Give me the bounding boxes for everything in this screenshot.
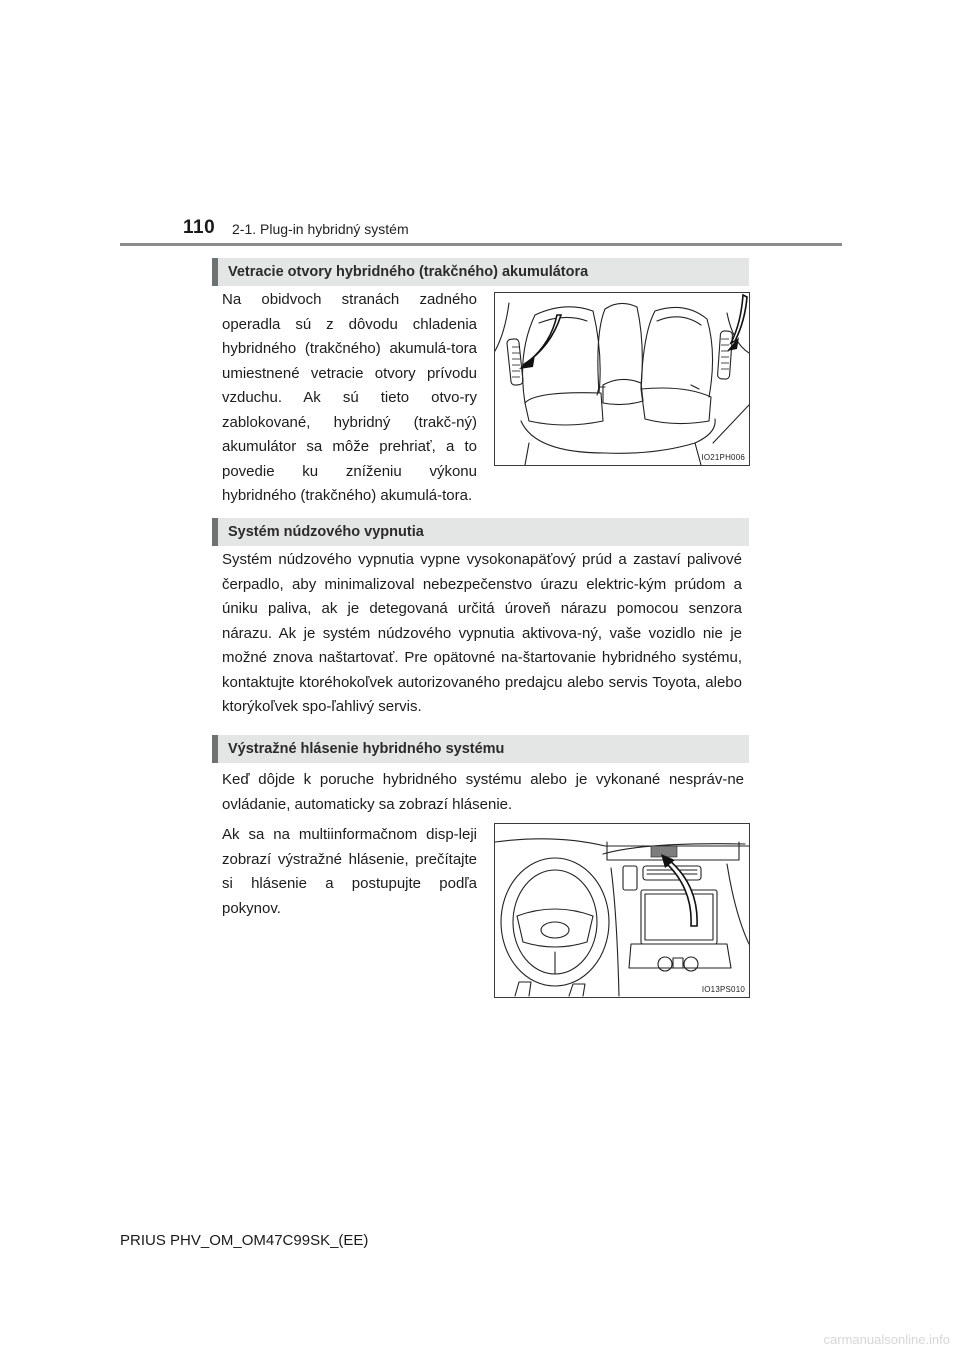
heading-warning-message: Výstražné hlásenie hybridného systému <box>212 735 749 763</box>
dashboard-display-figure <box>494 823 750 998</box>
section-header: 2-1. Plug-in hybridný systém <box>232 221 409 237</box>
watermark: carmanualsonline.info <box>823 1332 950 1347</box>
rear-seat-vents-figure <box>494 292 750 466</box>
figure-code: IO13PS010 <box>701 985 745 994</box>
page-number: 110 <box>183 217 216 238</box>
warning-message-text: Keď dôjde k poruche hybridného systému alebo je vykonané nespráv-ne ovládanie, automaticky sa zobrazí hlásenie. <box>222 771 744 813</box>
document-code: PRIUS PHV_OM_OM47C99SK_(EE) <box>120 1232 369 1249</box>
header-divider <box>120 243 842 246</box>
heading-emergency-shutoff: Systém núdzového vypnutia <box>212 518 749 546</box>
emergency-shutoff-text: Systém núdzového vypnutia vypne vysokonapäťový prúd a zastaví palivové čerpadlo, aby minimalizoval nebezpečenstvo úrazu elektric-kým prúdom a úniku paliva, ak je detegovaná určitá úroveň nárazu pomocou senzora nárazu. Ak je systém núdzového vypnutia aktivova-ný, vaše vozidlo nie je možné znova naštartovať. Pre opätovné na-štartovanie hybridného systému, kontaktujte ktoréhokoľvek autorizovaného predajcu alebo servis Toyota, alebo ktorýkoľvek spo-ľahlivý servis. <box>222 551 742 715</box>
rear-seat-illustration <box>495 293 749 465</box>
heading-battery-vents: Vetracie otvory hybridného (trakčného) akumulátora <box>212 258 749 286</box>
warning-message-instruction: Ak sa na multiinformačnom disp-leji zobrazí výstražné hlásenie, prečítajte si hlásenie a postupujte podľa pokynov. <box>222 826 477 917</box>
figure-code: IO21PH006 <box>701 453 745 462</box>
battery-vents-text: Na obidvoch stranách zadného operadla sú z dôvodu chladenia hybridného (trakčného) akumulá-tora umiestnené vetracie otvory prívodu vzduchu. Ak sú tieto otvo-ry zablokované, hybridný (trakč-ný) akumulátor sa môže prehriať, a to povedie ku zníženiu výkonu hybridného (trakčného) akumulá-tora. <box>222 291 477 504</box>
dashboard-illustration <box>495 824 749 997</box>
